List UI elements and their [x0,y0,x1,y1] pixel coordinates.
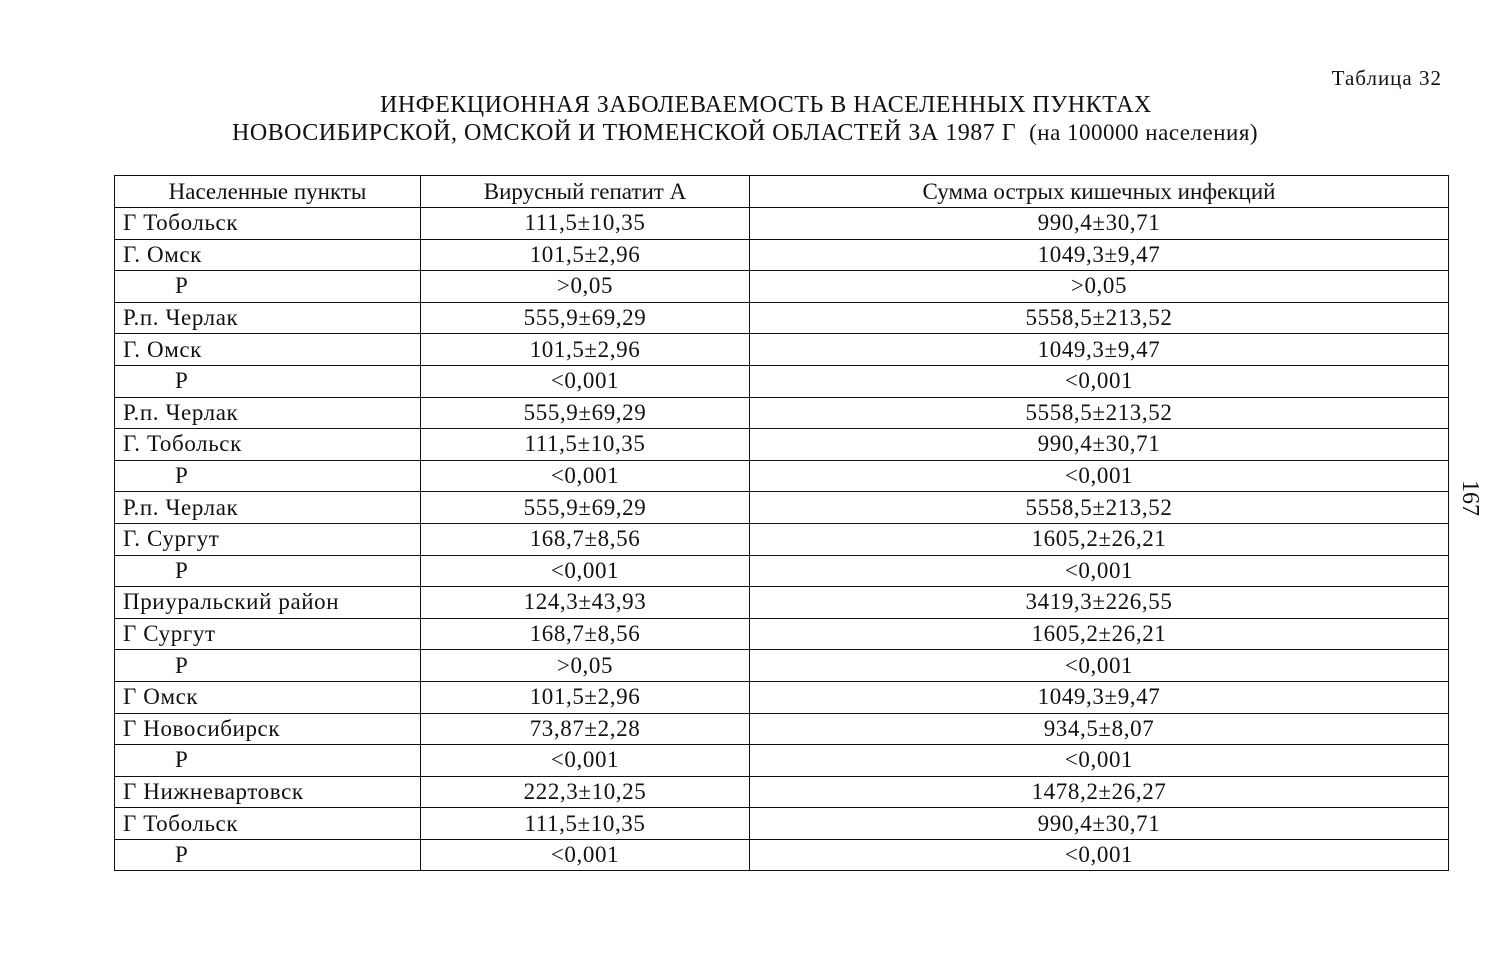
hepatitis-a-cell: 111,5±10,35 [421,808,750,840]
settlement-cell: Р.п. Черлак [115,302,421,334]
hepatitis-a-cell: >0,05 [421,271,750,303]
table-row [115,808,1449,840]
hepatitis-a-cell: 168,7±8,56 [421,523,750,555]
table-row [115,239,1449,271]
p-value-row [115,555,1449,587]
p-value-row [115,839,1449,871]
hepatitis-a-cell: <0,001 [421,555,750,587]
hepatitis-a-cell: 111,5±10,35 [421,208,750,240]
intestinal-infections-cell: 3419,3±226,55 [750,587,1449,619]
intestinal-infections-cell: 1049,3±9,47 [750,681,1449,713]
intestinal-infections-cell: 1605,2±26,21 [750,523,1449,555]
p-label-cell: Р [115,745,421,777]
hepatitis-a-cell: 222,3±10,25 [421,776,750,808]
p-value-row [115,745,1449,777]
table-row [115,618,1449,650]
intestinal-infections-cell: <0,001 [750,839,1449,871]
intestinal-infections-cell: <0,001 [750,365,1449,397]
settlement-cell: Г Омск [115,681,421,713]
intestinal-infections-cell: 1478,2±26,27 [750,776,1449,808]
column-header-intestinal-infections: Сумма острых кишечных инфекций [750,176,1449,208]
hepatitis-a-cell: 168,7±8,56 [421,618,750,650]
p-label-cell: Р [115,460,421,492]
table-row [115,429,1449,461]
intestinal-infections-cell: 5558,5±213,52 [750,492,1449,524]
hepatitis-a-cell: <0,001 [421,365,750,397]
intestinal-infections-cell: 5558,5±213,52 [750,302,1449,334]
hepatitis-a-cell: 101,5±2,96 [421,681,750,713]
hepatitis-a-cell: >0,05 [421,650,750,682]
settlement-cell: Г Тобольск [115,208,421,240]
hepatitis-a-cell: 101,5±2,96 [421,334,750,366]
page-title: ИНФЕКЦИОННАЯ ЗАБОЛЕВАЕМОСТЬ В НАСЕЛЕННЫХ ПУНКТАХ [380,92,1152,118]
settlement-cell: Г. Тобольск [115,429,421,461]
intestinal-infections-cell: 990,4±30,71 [750,808,1449,840]
settlement-cell: Г. Сургут [115,523,421,555]
hepatitis-a-cell: 555,9±69,29 [421,492,750,524]
incidence-table [114,175,1449,871]
header-row [115,176,1449,208]
p-label-cell: Р [115,365,421,397]
table-row [115,334,1449,366]
table-row [115,681,1449,713]
hepatitis-a-cell: 73,87±2,28 [421,713,750,745]
p-value-row [115,365,1449,397]
settlement-cell: Г Нижневартовск [115,776,421,808]
settlement-cell: Приуральский район [115,587,421,619]
settlement-cell: Г Сургут [115,618,421,650]
column-header-settlements: Населенные пункты [115,176,421,208]
page-title-line-2 [0,120,1510,147]
table-row [115,776,1449,808]
intestinal-infections-cell: <0,001 [750,745,1449,777]
population-note: (на 100000 населения) [1029,120,1259,145]
p-value-row [115,460,1449,492]
table-row [115,397,1449,429]
settlement-cell: Г Тобольск [115,808,421,840]
hepatitis-a-cell: <0,001 [421,745,750,777]
p-value-row [115,650,1449,682]
p-label-cell: Р [115,839,421,871]
table-row [115,523,1449,555]
intestinal-infections-cell: 934,5±8,07 [750,713,1449,745]
table-row [115,587,1449,619]
p-label-cell: Р [115,271,421,303]
hepatitis-a-cell: 555,9±69,29 [421,397,750,429]
table-row [115,713,1449,745]
intestinal-infections-cell: 5558,5±213,52 [750,397,1449,429]
hepatitis-a-cell: <0,001 [421,460,750,492]
intestinal-infections-cell: 990,4±30,71 [750,208,1449,240]
column-header-hepatitis-a: Вирусный гепатит А [421,176,750,208]
settlement-cell: Р.п. Черлак [115,492,421,524]
hepatitis-a-cell: 101,5±2,96 [421,239,750,271]
hepatitis-a-cell: 124,3±43,93 [421,587,750,619]
settlement-cell: Г. Омск [115,239,421,271]
table-number-label: Таблица 32 [1331,66,1442,90]
table-header [115,176,1449,208]
intestinal-infections-cell: 990,4±30,71 [750,429,1449,461]
p-label-cell: Р [115,555,421,587]
intestinal-infections-cell: 1049,3±9,47 [750,334,1449,366]
table-row [115,492,1449,524]
intestinal-infections-cell: <0,001 [750,555,1449,587]
settlement-cell: Г Новосибирск [115,713,421,745]
hepatitis-a-cell: <0,001 [421,839,750,871]
hepatitis-a-cell: 111,5±10,35 [421,429,750,461]
table-row [115,208,1449,240]
table-row [115,302,1449,334]
p-label-cell: Р [115,650,421,682]
intestinal-infections-cell: <0,001 [750,650,1449,682]
table-body [115,208,1449,871]
settlement-cell: Р.п. Черлак [115,397,421,429]
page-title-text: НОВОСИБИРСКОЙ, ОМСКОЙ И ТЮМЕНСКОЙ ОБЛАСТЕЙ ЗА 1987 Г [232,120,1017,146]
settlement-cell: Г. Омск [115,334,421,366]
intestinal-infections-cell: >0,05 [750,271,1449,303]
hepatitis-a-cell: 555,9±69,29 [421,302,750,334]
page-number: 167 [1457,480,1483,516]
intestinal-infections-cell: <0,001 [750,460,1449,492]
intestinal-infections-cell: 1605,2±26,21 [750,618,1449,650]
intestinal-infections-cell: 1049,3±9,47 [750,239,1449,271]
p-value-row [115,271,1449,303]
